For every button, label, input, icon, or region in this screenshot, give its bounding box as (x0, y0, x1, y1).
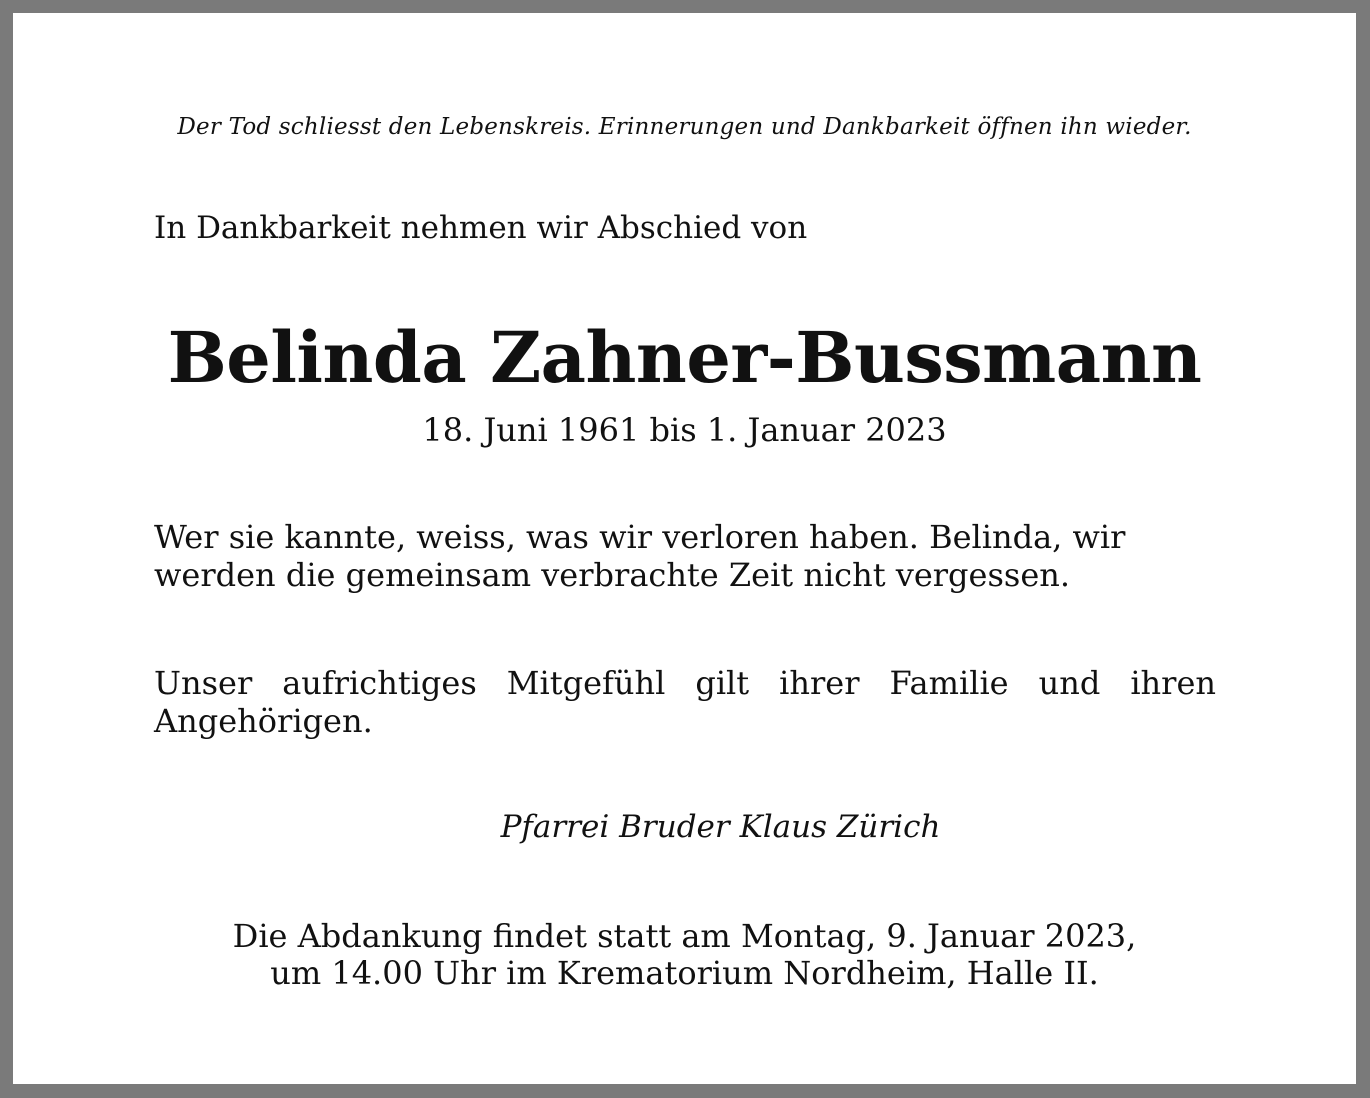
signature-parish: Pfarrei Bruder Klaus Zürich (500, 809, 941, 845)
condolence-paragraph: Unser aufrichtiges Mitgefühl gilt ihrer Familie und ihren Angehörigen. (154, 664, 1216, 740)
service-line-1: Die Abdankung findet statt am Montag, 9. Januar 2023, (232, 917, 1137, 955)
life-dates: 18. Juni 1961 bis 1. Januar 2023 (422, 411, 947, 449)
obituary-page (13, 13, 1356, 1084)
motto-quote: Der Tod schliesst den Lebenskreis. Erinnerungen und Dankbarkeit öffnen ihn wieder. (177, 114, 1192, 140)
funeral-service-info (13, 918, 1356, 992)
deceased-name: Belinda Zahner-Bussmann (167, 316, 1202, 399)
remembrance-paragraph: Wer sie kannte, weiss, was wir verloren haben. Belinda, wir werden die gemeinsam verbrachte Zeit nicht vergessen. (154, 518, 1126, 594)
service-line-2: um 14.00 Uhr im Krematorium Nordheim, Halle II. (270, 954, 1099, 992)
intro-text: In Dankbarkeit nehmen wir Abschied von (154, 210, 808, 246)
